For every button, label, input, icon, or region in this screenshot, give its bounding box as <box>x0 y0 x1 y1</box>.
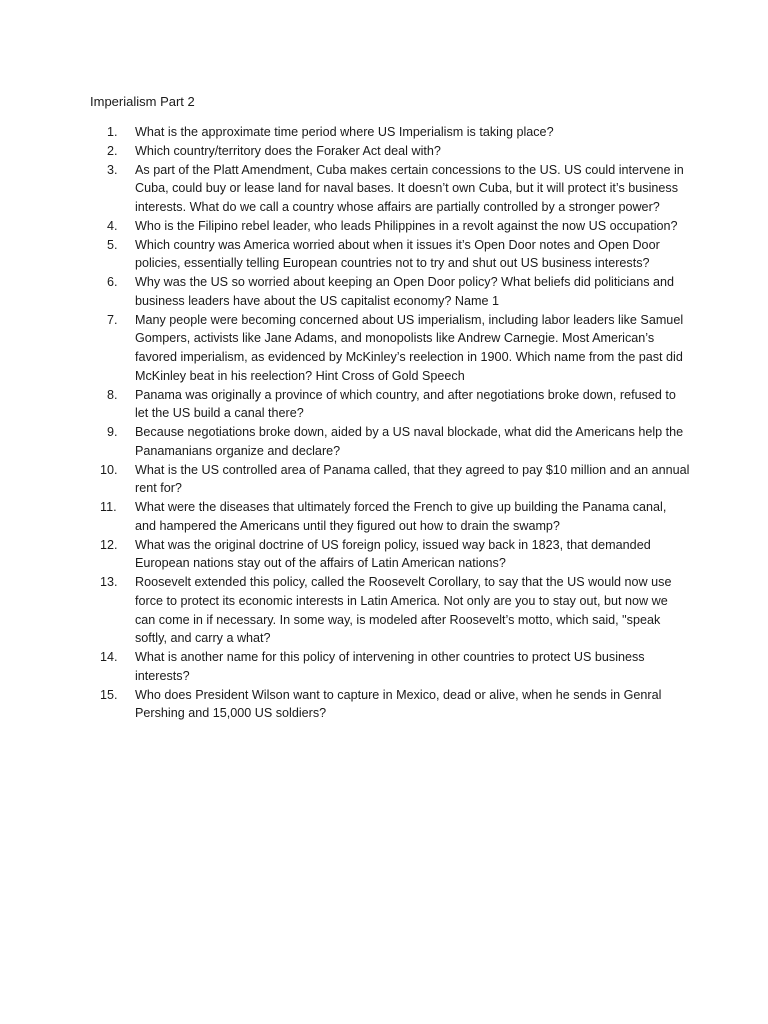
document-page <box>90 93 690 723</box>
question-text: Which country/territory does the Foraker Act deal with? <box>135 143 441 158</box>
question-item <box>90 142 690 161</box>
question-item <box>90 161 690 217</box>
question-item <box>90 311 690 386</box>
question-number: 10. <box>100 462 118 477</box>
question-text: What is the approximate time period where US Imperialism is taking place? <box>135 125 554 139</box>
question-text: Because negotiations broke down, aided by a US naval blockade, what did the Americans help the Panamanians organize and declare? <box>135 425 684 458</box>
question-text: Which country was America worried about when it issues it’s Open Door notes and Open Door policies, essentially telling European countries not to try and shut out US business interests? <box>135 237 660 271</box>
question-list <box>90 123 690 723</box>
question-item <box>90 273 690 311</box>
question-number: 8. <box>107 387 118 402</box>
question-text: What is another name for this policy of intervening in other countries to protect US business interests? <box>135 650 645 683</box>
question-item <box>90 498 690 536</box>
question-text: Why was the US so worried about keeping an Open Door policy? What beliefs did politicians and business leaders have about the US capitalist economy? Name 1 <box>135 275 675 308</box>
question-text: Many people were becoming concerned about US imperialism, including labor leaders like Samuel Gompers, activists like Jane Adams, and monopolists like Andrew Carnegie. Most American’s favored imperialism, as evidenced by McKinley’s reelection in 1900. Which name from the past did McKinley beat in his reelection? Hint Cross of Gold Speech <box>135 312 684 383</box>
question-item <box>90 461 690 499</box>
question-number: 1. <box>107 125 118 139</box>
question-text: Roosevelt extended this policy, called the Roosevelt Corollary, to say that the US would now use force to protect its economic interests in Latin America. Not only are you to stay out, but now we can come in if necessary. In some way, is modeled after Roosevelt’s motto, which said, "speak softly, and carry a what? <box>135 575 672 646</box>
question-number: 14. <box>100 650 118 664</box>
question-text: Who is the Filipino rebel leader, who leads Philippines in a revolt against the now US occupation? <box>135 218 678 233</box>
question-number: 5. <box>107 237 118 252</box>
question-item <box>90 236 690 274</box>
question-item <box>90 423 690 461</box>
question-text: Panama was originally a province of which country, and after negotiations broke down, refused to let the US build a canal there? <box>135 387 676 421</box>
question-item <box>90 123 690 142</box>
question-number: 15. <box>100 687 118 702</box>
question-number: 6. <box>107 275 118 289</box>
question-number: 7. <box>107 312 118 327</box>
question-number: 4. <box>107 218 118 233</box>
question-number: 12. <box>100 537 118 552</box>
question-number: 11. <box>100 500 117 514</box>
question-number: 13. <box>100 575 118 589</box>
question-item <box>90 217 690 236</box>
question-text: What is the US controlled area of Panama called, that they agreed to pay $10 million and an annual rent for? <box>135 462 690 496</box>
question-number: 9. <box>107 425 118 439</box>
question-number: 3. <box>107 162 118 177</box>
question-item <box>90 686 690 724</box>
question-text: What was the original doctrine of US foreign policy, issued way back in 1823, that demanded European nations stay out of the affairs of Latin American nations? <box>135 537 651 571</box>
question-text: What were the diseases that ultimately forced the French to give up building the Panama canal, and hampered the Americans until they figured out how to drain the swamp? <box>135 500 667 533</box>
question-item <box>90 386 690 424</box>
question-text: Who does President Wilson want to capture in Mexico, dead or alive, when he sends in Genral Pershing and 15,000 US soldiers? <box>135 687 662 721</box>
question-text: As part of the Platt Amendment, Cuba makes certain concessions to the US. US could intervene in Cuba, could buy or lease land for naval bases. It doesn’t own Cuba, but it will protect it’s business interests. What do we call a country whose affairs are partially controlled by a stronger power? <box>135 162 684 214</box>
document-title: Imperialism Part 2 <box>90 94 195 109</box>
question-number: 2. <box>107 143 118 158</box>
question-item <box>90 573 690 648</box>
question-item <box>90 536 690 574</box>
question-item <box>90 648 690 686</box>
